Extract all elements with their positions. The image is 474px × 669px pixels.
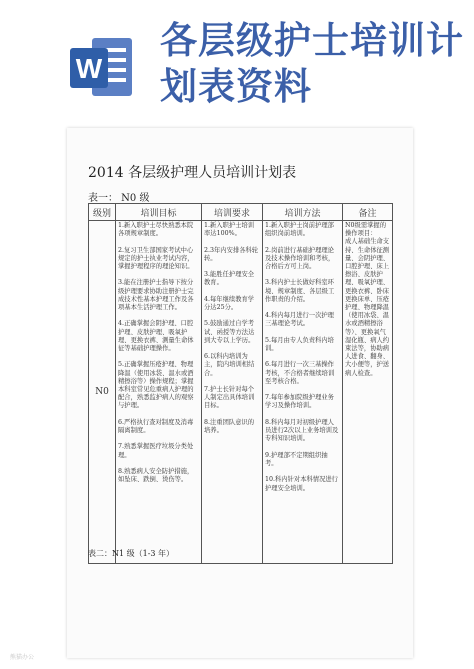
- col-header-requirements: 培训要求: [202, 204, 263, 221]
- methods-text: 1.新入职护士岗前护理部组织岗前培训。 2.岗前进行基础护理理论及技术操作培训和考核，合格后方可上岗。 3.科内护士长做好科室环境、规章制度、各层级工作职责的介绍。 4.科内每月进行一次护理三基理论考试。 5.每月由专人负责科内培训。 6.每月进行一次三基操作考核，不合格者继续培训至考核合格。 7.每年参加院级护理业务学习及操作培训。 8.科内每月对初级护理人员进行2次以上业务培训及专科知识培训。 9.护理部不定期组织抽考。 10.科内针对本科情况进行护理安全培训。: [265, 222, 339, 492]
- document-title: [160, 18, 464, 110]
- table1-caption: 表一： N0 级: [88, 193, 150, 204]
- col-header-goals: 培训目标: [116, 204, 202, 221]
- goals-cell: [116, 221, 202, 564]
- col-header-methods: 培训方法: [263, 204, 343, 221]
- table2-caption: 表二：N1 级（1-3 年）: [88, 549, 175, 558]
- plan-title: 2014 各层级护理人员培训计划表: [88, 165, 297, 181]
- col-header-remarks: 备注: [343, 204, 393, 221]
- title-line-2: 划表资料: [160, 65, 312, 108]
- level-cell: N0: [89, 221, 116, 564]
- table-row: [89, 221, 393, 564]
- table-header-row: [89, 204, 393, 221]
- training-plan-table: [88, 203, 393, 564]
- title-line-1: 各层级护士培训计: [160, 19, 464, 62]
- watermark: 熊猫办公: [10, 654, 35, 661]
- remarks-cell: [343, 221, 393, 564]
- requirements-text: 1.新入职护士培训率达100%。 2.3年内安排各科轮转。 3.能胜任护理安全教育。 4.每年继续教育学分达25分。 5.鼓励通过自学考试、函授等方法达到大专以上学历。 6.以科内培训为主，院内培训相结合。 7.护士长针对每个人制定出具体培训目标。 8.注重团队意识的培养。: [204, 222, 259, 435]
- methods-cell: [263, 221, 343, 564]
- requirements-cell: [202, 221, 263, 564]
- col-header-level: 级别: [89, 204, 116, 221]
- goals-text: 1.新入职护士尽快熟悉本院各项规章制度。 2.复习卫生部国家考试中心规定的护士执业考试内容，掌握护理程序的理论知识。 3.能在注册护士指导下按分级护理要求协助注册护士完成技术性基本护理工作及各项基本生活护理工作。 4.正确掌握会阴护理、口腔护理、皮肤护理、吸氧护理、更换衣裤、测量生命体征等基础护理操作。 5.正确掌握压疮护理、物理降温（使用冰袋、温水或酒精擦浴等）操作规程；掌握本科室常见危重病人护理的配合，熟悉监护病人的观察与护理。 6.严格执行查对制度及消毒隔离制度。 7.熟悉掌握医疗垃圾分类处理。 8.熟悉病人安全防护措施，如坠床、跌倒、烫伤等。: [118, 222, 194, 484]
- header-banner: [0, 0, 474, 112]
- logo-letter: W: [75, 53, 103, 84]
- word-doc-icon: [66, 32, 138, 104]
- remarks-text: N0级需掌握的操作项目： 成人基础生命支持、生命体征测量、会阴护理、口腔护理、床上擦浴、皮肤护理、吸氧护理、更换衣裤、卧床更换床单、压疮护理、物理降温（使用冰袋、温水或酒精擦浴等）、更换氧气湿化瓶、病人约束法等，协助病人进食、翻身、大小便等，护送病人检查。: [345, 222, 390, 377]
